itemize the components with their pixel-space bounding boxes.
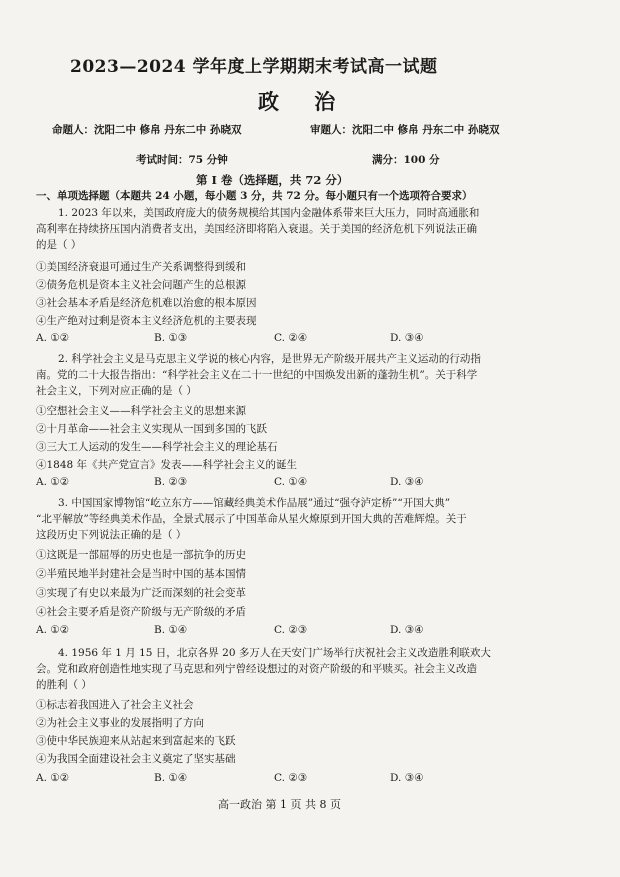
question-1-line-2: 高利率在持续挤压国内消费者支出，美国经济即将陷入衰退。关于美国的经济危机下列说法正确 xyxy=(36,223,477,235)
question-1-item-2: ②债务危机是资本主义社会问题产生的总根源 xyxy=(36,279,246,291)
question-1-option-d: D. ③④ xyxy=(390,332,424,344)
question-1-item-4: ④生产绝对过剩是资本主义经济危机的主要表现 xyxy=(36,315,257,327)
question-1-line-3: 的是（ ） xyxy=(36,239,82,251)
question-1-line-1: 1. 2023 年以来，美国政府庞大的债务规模给其国内金融体系带来巨大压力，同时高通胀和 xyxy=(58,207,480,219)
question-3-option-d: D. ③④ xyxy=(390,624,424,636)
question-4-option-a: A. ①② xyxy=(36,772,70,784)
question-4-item-1: ①标志着我国进入了社会主义社会 xyxy=(36,699,194,711)
question-4-item-4: ④为我国全面建设社会主义奠定了坚实基础 xyxy=(36,753,236,765)
question-2-item-4: ④1848 年《共产党宣言》发表——科学社会主义的诞生 xyxy=(36,459,298,471)
question-3-line-3: 这段历史下列说法正确的是（ ） xyxy=(36,529,187,541)
question-1-item-3: ③社会基本矛盾是经济危机难以治愈的根本原因 xyxy=(36,297,257,309)
page-footer: 高一政治 第 1 页 共 8 页 xyxy=(218,798,341,811)
question-4-line-1: 4. 1956 年 1 月 15 日，北京各界 20 多万人在天安门广场举行庆祝社会主义改造胜利联欢大 xyxy=(58,647,491,659)
question-3-item-3: ③实现了有史以来最为广泛而深刻的社会变革 xyxy=(36,587,246,599)
exam-title: 2023—2024 学年度上学期期末考试高一试题 xyxy=(70,57,438,77)
question-3-line-2: “北平解放”等经典美术作品，全景式展示了中国革命从星火燎原到开国大典的苦难辉煌。关于 xyxy=(36,513,467,525)
question-4-line-3: 的胜利（ ） xyxy=(36,679,92,691)
question-3-option-c: C. ②③ xyxy=(274,624,308,636)
question-2 xyxy=(36,352,596,492)
exam-time: 考试时间：75 分钟 xyxy=(136,154,228,166)
question-4-option-d: D. ③④ xyxy=(390,772,424,784)
question-2-option-b: B. ②③ xyxy=(154,476,188,488)
question-3-item-4: ④社会主要矛盾是资产阶级与无产阶级的矛盾 xyxy=(36,606,246,618)
question-1 xyxy=(36,206,596,346)
question-3-option-a: A. ①② xyxy=(36,624,70,636)
subject-title: 政 治 xyxy=(258,89,350,114)
question-3-option-b: B. ①④ xyxy=(154,624,188,636)
question-4-item-3: ③使中华民族迎来从站起来到富起来的飞跃 xyxy=(36,735,236,747)
question-2-line-1: 2. 科学社会主义是马克思主义学说的核心内容，是世界无产阶级开展共产主义运动的行动指 xyxy=(58,353,481,365)
question-3 xyxy=(36,496,596,646)
question-4-item-2: ②为社会主义事业的发展指明了方向 xyxy=(36,717,204,729)
question-2-option-a: A. ①② xyxy=(36,476,70,488)
question-3-item-1: ①这既是一部屈辱的历史也是一部抗争的历史 xyxy=(36,549,246,561)
question-3-line-1: 3. 中国国家博物馆“屹立东方——馆藏经典美术作品展”通过“强夺泸定桥”“开国大典” xyxy=(58,497,451,509)
question-4-line-2: 会。党和政府创造性地实现了马克思和列宁曾经设想过的对资产阶级的和平赎买。社会主义改造 xyxy=(36,663,477,675)
question-2-item-3: ③三大工人运动的发生——科学社会主义的理论基石 xyxy=(36,441,278,453)
authors-right: 审题人：沈阳二中 修帛 丹东二中 孙晓双 xyxy=(310,124,500,136)
question-4 xyxy=(36,646,596,796)
question-2-item-2: ②十月革命——社会主义实现从一国到多国的飞跃 xyxy=(36,423,267,435)
full-score: 满分：100 分 xyxy=(372,154,440,166)
question-1-option-c: C. ②④ xyxy=(274,332,308,344)
question-2-item-1: ①空想社会主义——科学社会主义的思想来源 xyxy=(36,405,246,417)
volume-title: 第 Ⅰ 卷（选择题，共 72 分） xyxy=(196,173,349,187)
question-1-item-1: ①美国经济衰退可通过生产关系调整得到缓和 xyxy=(36,261,246,273)
question-2-option-c: C. ①④ xyxy=(274,476,308,488)
question-4-option-c: C. ②③ xyxy=(274,772,308,784)
section-heading: 一、单项选择题（本题共 24 小题，每小题 3 分，共 72 分。每小题只有一个选项符合要求） xyxy=(36,190,473,202)
question-1-option-a: A. ①② xyxy=(36,332,70,344)
question-3-item-2: ②半殖民地半封建社会是当时中国的基本国情 xyxy=(36,568,246,580)
question-2-line-2: 南。党的二十大报告指出：“科学社会主义在二十一世纪的中国焕发出新的蓬勃生机”。关于科学 xyxy=(36,369,478,381)
question-2-option-d: D. ③④ xyxy=(390,476,424,488)
question-2-line-3: 社会主义，下列对应正确的是（ ） xyxy=(36,385,197,397)
question-4-option-b: B. ①④ xyxy=(154,772,188,784)
authors-left: 命题人：沈阳二中 修帛 丹东二中 孙晓双 xyxy=(52,124,242,136)
question-1-option-b: B. ①③ xyxy=(154,332,188,344)
